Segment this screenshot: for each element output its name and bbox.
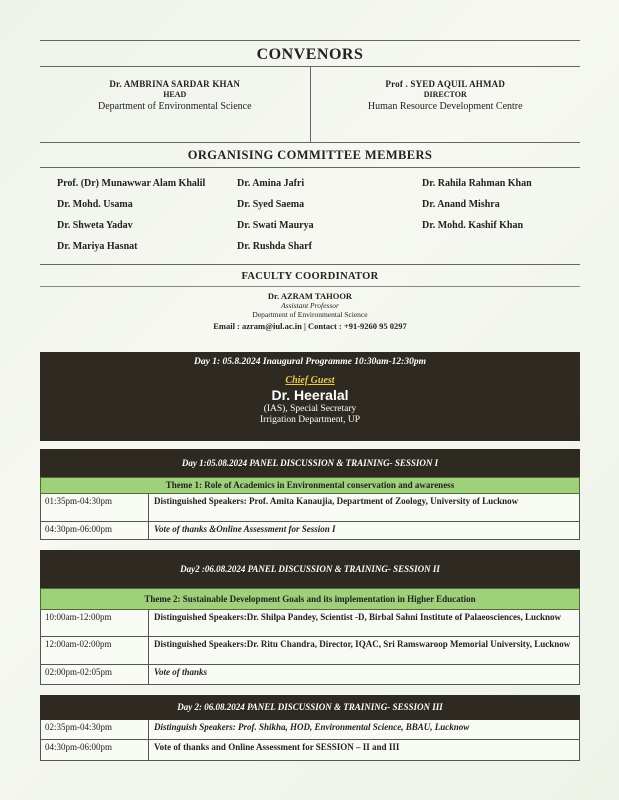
member-name: Dr. Rahila Rahman Khan — [422, 178, 532, 189]
schedule-row — [40, 740, 580, 761]
convenors-title: CONVENORS — [256, 46, 364, 63]
row-time: 04:30pm-06:00pm — [41, 522, 149, 539]
member-name: Prof. (Dr) Munawwar Alam Khalil — [57, 178, 206, 189]
row-time: 02:00pm-02:05pm — [41, 665, 149, 684]
convenor-right-dept: Human Resource Development Centre — [367, 101, 523, 112]
committee-title: ORGANISING COMMITTEE MEMBERS — [40, 143, 580, 168]
schedule-row — [40, 720, 580, 740]
member-name: Dr. Anand Mishra — [422, 199, 500, 210]
convenor-left-role: HEAD — [163, 90, 187, 99]
inaugural-heading: Day 1: 05.8.2024 Inaugural Programme 10:30am-12:30pm — [194, 357, 426, 367]
session-2 — [40, 550, 580, 685]
session-1-theme: Theme 1: Role of Academics in Environmental conservation and awareness — [40, 477, 580, 494]
convenor-left — [40, 67, 310, 142]
schedule-row — [40, 610, 580, 637]
row-text: Distinguished Speakers:Dr. Shilpa Pandey, Scientist -D, Birbal Sahni Institute of Palaeosciences, Lucknow — [154, 612, 561, 622]
faculty-contact: Email : azram@iul.ac.in | Contact : +91-9260 95 0297 — [213, 321, 407, 331]
schedule-row — [40, 522, 580, 540]
session-1-bar: Day 1:05.08.2024 PANEL DISCUSSION & TRAINING- SESSION I — [40, 449, 580, 477]
chief-guest-line2: Irrigation Department, UP — [260, 415, 360, 425]
member-name: Dr. Rushda Sharf — [237, 241, 312, 252]
member-name: Dr. Mohd. Kashif Khan — [422, 220, 524, 231]
session-3-bar: Day 2: 06.08.2024 PANEL DISCUSSION & TRAINING- SESSION III — [40, 695, 580, 720]
row-time: 12:00am-02:00pm — [41, 637, 149, 664]
member-name: Dr. Mohd. Usama — [57, 199, 133, 210]
row-text: Vote of thanks &Online Assessment for Session I — [154, 524, 336, 534]
row-time: 01:35pm-04:30pm — [41, 494, 149, 521]
header-section — [40, 40, 580, 331]
row-text: Vote of thanks and Online Assessment for SESSION – II and III — [154, 742, 400, 752]
row-text: Distinguish Speakers: Prof. Shikha, HOD, Environmental Science, BBAU, Lucknow — [154, 722, 470, 732]
schedule-row — [40, 665, 580, 685]
chief-guest-name: Dr. Heeralal — [271, 387, 349, 403]
chief-guest-label: Chief Guest — [285, 375, 335, 386]
session-2-bar: Day2 :06.08.2024 PANEL DISCUSSION & TRAINING- SESSION II — [40, 550, 580, 588]
convenor-right — [310, 67, 581, 142]
member-name: Dr. Syed Saema — [237, 199, 305, 210]
faculty-block — [40, 287, 580, 331]
committee-members — [40, 168, 580, 264]
member-name: Dr. Shweta Yadav — [57, 220, 133, 231]
schedule-row — [40, 637, 580, 665]
chief-guest-line1: (IAS), Special Secretary — [263, 404, 357, 414]
faculty-dept: Department of Environmental Science — [252, 310, 368, 319]
member-name: Dr. Mariya Hasnat — [57, 241, 138, 252]
row-text: Distinguished Speakers:Dr. Ritu Chandra, Director, IQAC, Sri Ramswaroop Memorial University, Lucknow — [154, 639, 571, 649]
faculty-name: Dr. AZRAM TAHOOR — [267, 291, 353, 301]
session-2-theme: Theme 2: Sustainable Development Goals and its implementation in Higher Education — [40, 588, 580, 610]
row-time: 10:00am-12:00pm — [41, 610, 149, 636]
member-name: Dr. Swati Maurya — [237, 220, 314, 231]
convenor-left-dept: Department of Environmental Science — [97, 101, 252, 112]
inaugural-panel — [40, 352, 580, 441]
schedule-row — [40, 494, 580, 522]
row-text: Distinguished Speakers: Prof. Amita Kanaujia, Department of Zoology, University of Lucknow — [154, 496, 519, 506]
session-3 — [40, 695, 580, 761]
convenor-left-name: Dr. AMBRINA SARDAR KHAN — [109, 79, 241, 89]
convenor-right-role: DIRECTOR — [423, 90, 467, 99]
faculty-designation: Assistant Professor — [281, 301, 339, 310]
row-time: 04:30pm-06:00pm — [41, 740, 149, 760]
convenors-row — [40, 66, 580, 143]
member-name: Dr. Amina Jafri — [237, 178, 305, 189]
faculty-title: FACULTY COORDINATOR — [40, 264, 580, 287]
row-time: 02:35pm-04:30pm — [41, 720, 149, 739]
session-1 — [40, 449, 580, 540]
convenor-right-name: Prof . SYED AQUIL AHMAD — [385, 79, 506, 89]
row-text: Vote of thanks — [154, 667, 208, 677]
